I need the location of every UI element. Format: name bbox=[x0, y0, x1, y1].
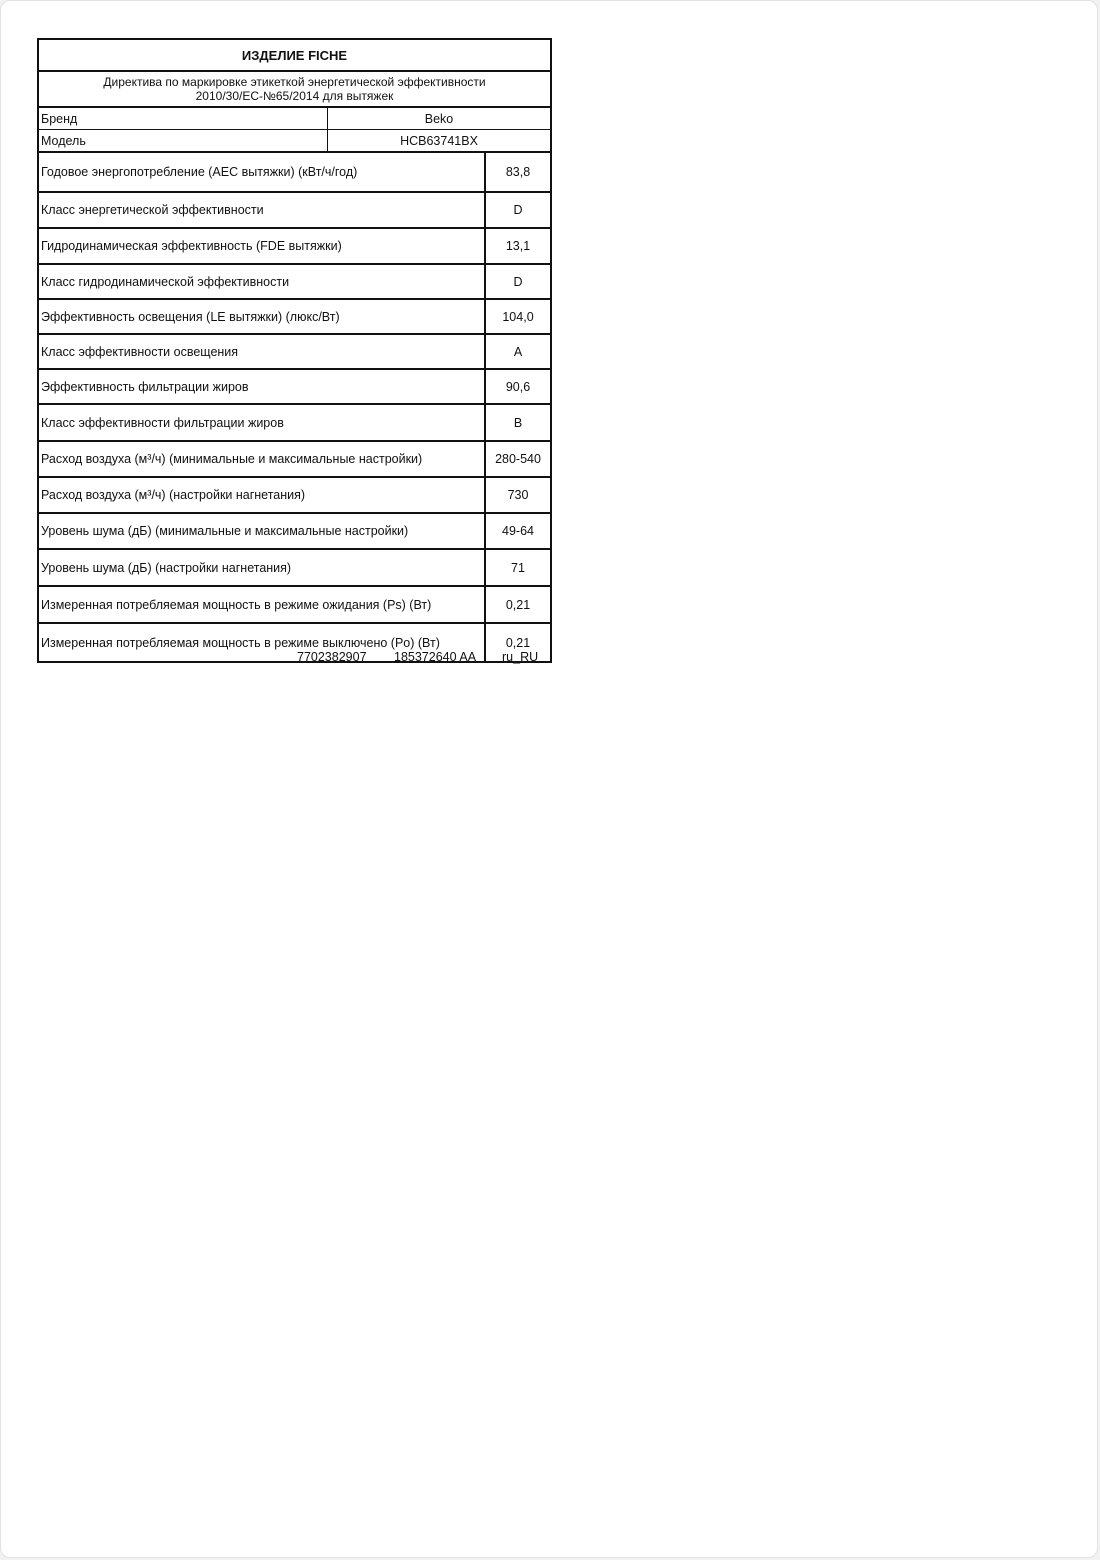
param-value: 49-64 bbox=[502, 524, 534, 538]
fiche-title: ИЗДЕЛИЕ FICHE bbox=[39, 40, 550, 72]
directive-line-2: 2010/30/EC-№65/2014 для вытяжек bbox=[195, 89, 394, 103]
param-label: Класс эффективности освещения bbox=[39, 335, 486, 368]
param-label: Класс гидродинамической эффективности bbox=[39, 265, 486, 298]
param-label: Класс энергетической эффективности bbox=[39, 193, 486, 227]
param-value: 104,0 bbox=[502, 309, 534, 324]
brand-value: Beko bbox=[424, 111, 454, 126]
param-label: Уровень шума (дБ) (настройки нагнетания) bbox=[39, 550, 486, 585]
product-fiche-table bbox=[37, 38, 552, 663]
param-label: Расход воздуха (м³/ч) (настройки нагнетания) bbox=[39, 478, 486, 512]
param-label: Эффективность фильтрации жиров bbox=[39, 370, 486, 403]
param-value: 83,8 bbox=[505, 165, 531, 179]
footer-code: 7702382907 bbox=[297, 650, 367, 664]
param-value: 0,21 bbox=[505, 597, 531, 612]
param-row-standby-power bbox=[39, 587, 550, 624]
param-row-annual-energy bbox=[39, 153, 550, 193]
param-row-grease-filter bbox=[39, 370, 550, 405]
param-value: D bbox=[513, 203, 523, 217]
brand-label: Бренд bbox=[39, 108, 328, 129]
param-value: 730 bbox=[507, 488, 529, 502]
param-value: 280-540 bbox=[495, 452, 541, 466]
param-value: 13,1 bbox=[505, 239, 531, 253]
param-label: Годовое энергопотребление (AEC вытяжки) (кВт/ч/год) bbox=[39, 153, 486, 191]
param-label: Измеренная потребляемая мощность в режиме выключено (Po) (Вт) bbox=[39, 624, 486, 661]
document-footer bbox=[37, 650, 552, 666]
param-row-airflow-min-max bbox=[39, 442, 550, 478]
footer-doc-number: 185372640 AA bbox=[394, 650, 477, 664]
param-value: B bbox=[513, 415, 523, 430]
param-label: Уровень шума (дБ) (минимальные и максимальные настройки) bbox=[39, 514, 486, 548]
param-label: Гидродинамическая эффективность (FDE вытяжки) bbox=[39, 229, 486, 263]
param-row-noise-boost bbox=[39, 550, 550, 587]
param-value: 90,6 bbox=[505, 379, 531, 394]
brand-row bbox=[39, 108, 550, 130]
param-label: Эффективность освещения (LE вытяжки) (люкс/Вт) bbox=[39, 300, 486, 333]
param-row-noise-min-max bbox=[39, 514, 550, 550]
param-row-fde bbox=[39, 229, 550, 265]
model-value: HCB63741BX bbox=[400, 133, 478, 148]
directive-text bbox=[39, 72, 550, 108]
param-label: Расход воздуха (м³/ч) (минимальные и максимальные настройки) bbox=[39, 442, 486, 476]
param-label: Измеренная потребляемая мощность в режиме ожидания (Ps) (Вт) bbox=[39, 587, 486, 622]
param-row-lighting bbox=[39, 300, 550, 335]
param-value: D bbox=[513, 274, 523, 289]
footer-locale: ru_RU bbox=[502, 650, 539, 664]
model-row bbox=[39, 130, 550, 153]
param-label: Класс эффективности фильтрации жиров bbox=[39, 405, 486, 440]
model-label: Модель bbox=[39, 130, 328, 151]
param-value: 71 bbox=[511, 560, 525, 575]
param-row-fde-class bbox=[39, 265, 550, 300]
param-value: 0,21 bbox=[505, 635, 531, 650]
param-row-airflow-boost bbox=[39, 478, 550, 514]
param-row-grease-filter-class bbox=[39, 405, 550, 442]
param-value: A bbox=[513, 344, 523, 359]
param-row-energy-class bbox=[39, 193, 550, 229]
param-row-lighting-class bbox=[39, 335, 550, 370]
directive-line-1: Директива по маркировке этикеткой энергетической эффективности bbox=[103, 75, 486, 89]
